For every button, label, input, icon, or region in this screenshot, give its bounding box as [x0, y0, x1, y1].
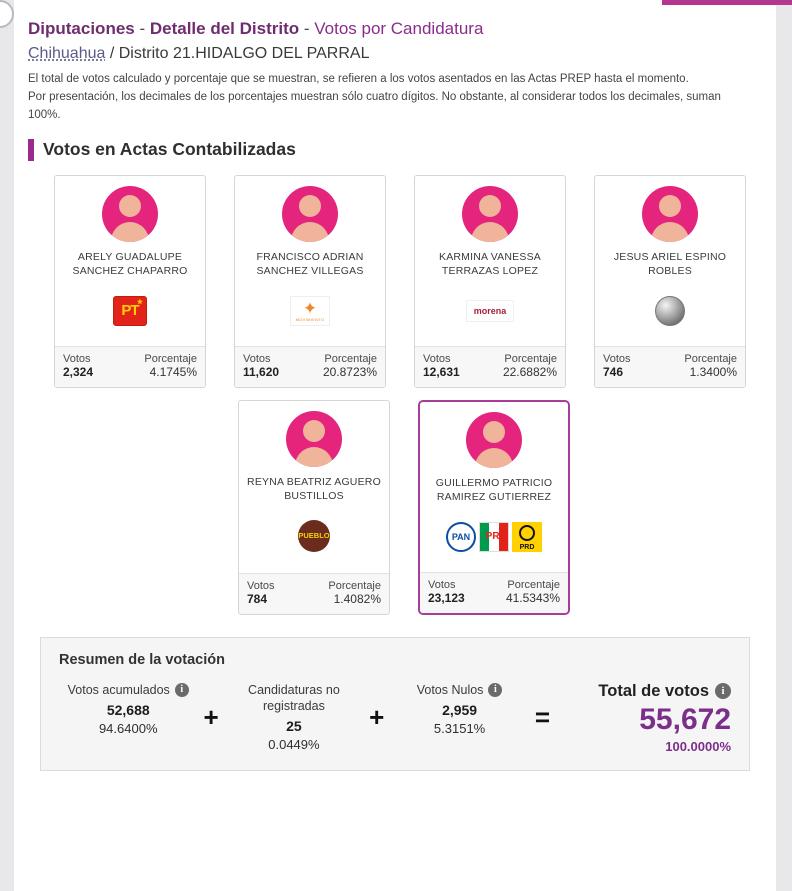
avatar: [466, 412, 522, 468]
votes-label: Votos: [63, 352, 91, 365]
total-votes-percent: 100.0000%: [665, 738, 732, 754]
null-votes-label: Votos Nulos: [416, 682, 484, 697]
state-link[interactable]: Chihuahua: [28, 45, 106, 63]
avatar-body: [295, 447, 333, 467]
avatar: [286, 411, 342, 467]
candidate-card-footer: [415, 346, 565, 387]
unregistered-candidates-block: [225, 682, 363, 753]
avatar-body: [111, 222, 149, 242]
note-line-1: El total de votos calculado y porcentaje que se muestran, se refieren a los votos asentados en las Actas PREP hasta el momento.: [28, 73, 689, 86]
equals-operator-icon: =: [534, 702, 551, 733]
party-logo-group: [290, 294, 330, 328]
candidate-name: FRANCISCO ADRIAN SANCHEZ VILLEGAS: [256, 250, 364, 277]
candidate-card-footer: [235, 346, 385, 387]
avatar-head: [303, 420, 325, 442]
votes-label: Votos: [603, 352, 631, 365]
prd-party-icon: PRD: [512, 522, 542, 552]
candidate-name: GUILLERMO PATRICIO RAMIREZ GUTIERREZ: [435, 476, 553, 503]
votes-value: 11,620: [243, 364, 280, 379]
percent-value: 20.8723%: [322, 364, 377, 379]
candidate-card-footer: [595, 346, 745, 387]
avatar-head: [483, 421, 505, 443]
section-title: Votos en Actas Contabilizadas: [43, 139, 296, 160]
morena-party-icon: [466, 300, 514, 322]
percent-value: 4.1745%: [149, 364, 197, 379]
accumulated-votes-value: 52,688: [106, 702, 150, 719]
breadcrumb-separator-1: -: [134, 19, 150, 38]
plus-operator-icon-2: +: [369, 702, 385, 733]
party-logo-group: [655, 294, 685, 328]
rail-circle-decoration: [0, 0, 14, 28]
unregistered-label: Candidaturas no registradas: [248, 682, 340, 714]
candidate-card-body: [239, 401, 389, 573]
avatar-body: [471, 222, 509, 242]
breadcrumb-detail: Detalle del Distrito: [149, 19, 300, 38]
avatar: [102, 186, 158, 242]
avatar-head: [299, 195, 321, 217]
percent-value: 41.5343%: [505, 590, 560, 605]
unregistered-label-wrap: [225, 682, 363, 715]
candidate-name: REYNA BEATRIZ AGUERO BUSTILLOS: [247, 475, 381, 502]
candidate-card-body: [415, 176, 565, 346]
info-icon[interactable]: i: [175, 683, 189, 697]
candidate-row-1: [54, 175, 762, 388]
party-logo-group: [446, 520, 542, 554]
unregistered-value: 25: [286, 718, 302, 735]
voting-summary-panel: [40, 637, 750, 771]
section-header: [28, 139, 762, 161]
morena-label: morena: [473, 305, 507, 316]
summary-row: [59, 682, 731, 754]
pvem-party-icon: ✦ MOVIMIENTO: [290, 296, 330, 326]
votes-label: Votos: [247, 579, 275, 592]
votes-value: 12,631: [423, 364, 460, 379]
candidate-card[interactable]: [594, 175, 746, 388]
avatar: [642, 186, 698, 242]
percent-label: Porcentaje: [507, 578, 560, 591]
votes-value: 784: [247, 591, 268, 606]
percent-value: 22.6882%: [502, 364, 557, 379]
right-decorative-rail: [776, 5, 792, 891]
accumulated-votes-label-wrap: [59, 682, 197, 698]
plus-operator-icon: +: [203, 702, 219, 733]
percent-label: Porcentaje: [684, 352, 737, 365]
accumulated-votes-block: [59, 682, 197, 736]
party-logo-group: [298, 519, 330, 553]
avatar-head: [119, 195, 141, 217]
info-icon[interactable]: i: [715, 683, 731, 699]
candidate-card[interactable]: [414, 175, 566, 388]
main-content: [14, 5, 776, 891]
party-logo-group: [466, 294, 514, 328]
candidate-card-footer: [239, 573, 389, 614]
accumulated-votes-label: Votos acumulados: [67, 682, 170, 697]
candidate-card[interactable]: [238, 400, 390, 615]
info-icon[interactable]: i: [488, 683, 502, 697]
avatar-body: [651, 222, 689, 242]
null-votes-block: [390, 682, 528, 736]
votes-value: 23,123: [428, 590, 465, 605]
avatar-body: [475, 448, 513, 468]
candidate-name: KARMINA VANESSA TERRAZAS LOPEZ: [438, 250, 541, 277]
section-accent-bar: [28, 139, 34, 161]
percent-value: 1.3400%: [689, 364, 737, 379]
disclaimer-note: [28, 71, 728, 124]
avatar: [282, 186, 338, 242]
district-name: / Distrito 21.HIDALGO DEL PARRAL: [105, 45, 370, 63]
breadcrumb-separator-2: -: [299, 19, 315, 38]
percent-label: Porcentaje: [504, 352, 557, 365]
note-line-2: Por presentación, los decimales de los porcentajes muestran sólo cuatro dígitos. No obstante, al considerar todos los decimales, suman 100%.: [28, 91, 721, 122]
total-votes-label-wrap: [556, 682, 731, 701]
candidate-card-body: [420, 402, 568, 572]
candidate-name: JESUS ARIEL ESPINO ROBLES: [613, 250, 727, 277]
null-votes-label-wrap: [390, 682, 528, 698]
percent-value: 1.4082%: [333, 591, 381, 606]
null-votes-value: 2,959: [442, 702, 478, 719]
votes-label: Votos: [428, 578, 456, 591]
accumulated-votes-percent: 94.6400%: [98, 721, 158, 737]
candidate-name: ARELY GUADALUPE SANCHEZ CHAPARRO: [72, 250, 188, 277]
candidate-card-footer: [420, 572, 568, 613]
votes-label: Votos: [423, 352, 451, 365]
candidate-card-body: [595, 176, 745, 346]
percent-label: Porcentaje: [324, 352, 377, 365]
breadcrumb-section: Diputaciones: [28, 19, 135, 38]
district-line: [28, 45, 762, 63]
avatar-head: [479, 195, 501, 217]
candidate-card[interactable]: [234, 175, 386, 388]
avatar-body: [291, 222, 329, 242]
candidate-card-body: [235, 176, 385, 346]
percent-label: Porcentaje: [144, 352, 197, 365]
total-votes-label: Total de votos: [598, 681, 710, 700]
unregistered-percent: 0.0449%: [268, 737, 320, 753]
percent-label: Porcentaje: [328, 579, 381, 592]
pueblo-party-icon: PUEBLO: [298, 520, 330, 552]
pt-party-icon: ★ PT: [113, 296, 147, 326]
pri-party-icon: PRI: [479, 522, 509, 552]
avatar: [462, 186, 518, 242]
null-votes-percent: 5.3151%: [433, 721, 486, 737]
votes-value: 2,324: [63, 364, 94, 379]
candidate-row-2: [238, 400, 762, 615]
votes-label: Votos: [243, 352, 271, 365]
breadcrumb: [28, 19, 762, 39]
pan-party-icon: PAN: [446, 522, 476, 552]
total-votes-value: 55,672: [639, 702, 732, 736]
independent-candidate-icon: [655, 296, 685, 326]
summary-title: Resumen de la votación: [59, 651, 225, 668]
party-logo-group: [113, 294, 147, 328]
candidate-card[interactable]: [54, 175, 206, 388]
candidate-card-selected[interactable]: [418, 400, 570, 615]
avatar-head: [659, 195, 681, 217]
candidate-card-body: [55, 176, 205, 346]
votes-value: 746: [603, 364, 624, 379]
candidate-card-footer: [55, 346, 205, 387]
breadcrumb-current: Votos por Candidatura: [314, 19, 484, 38]
total-votes-block: [556, 682, 731, 754]
left-decorative-rail: [0, 0, 14, 891]
